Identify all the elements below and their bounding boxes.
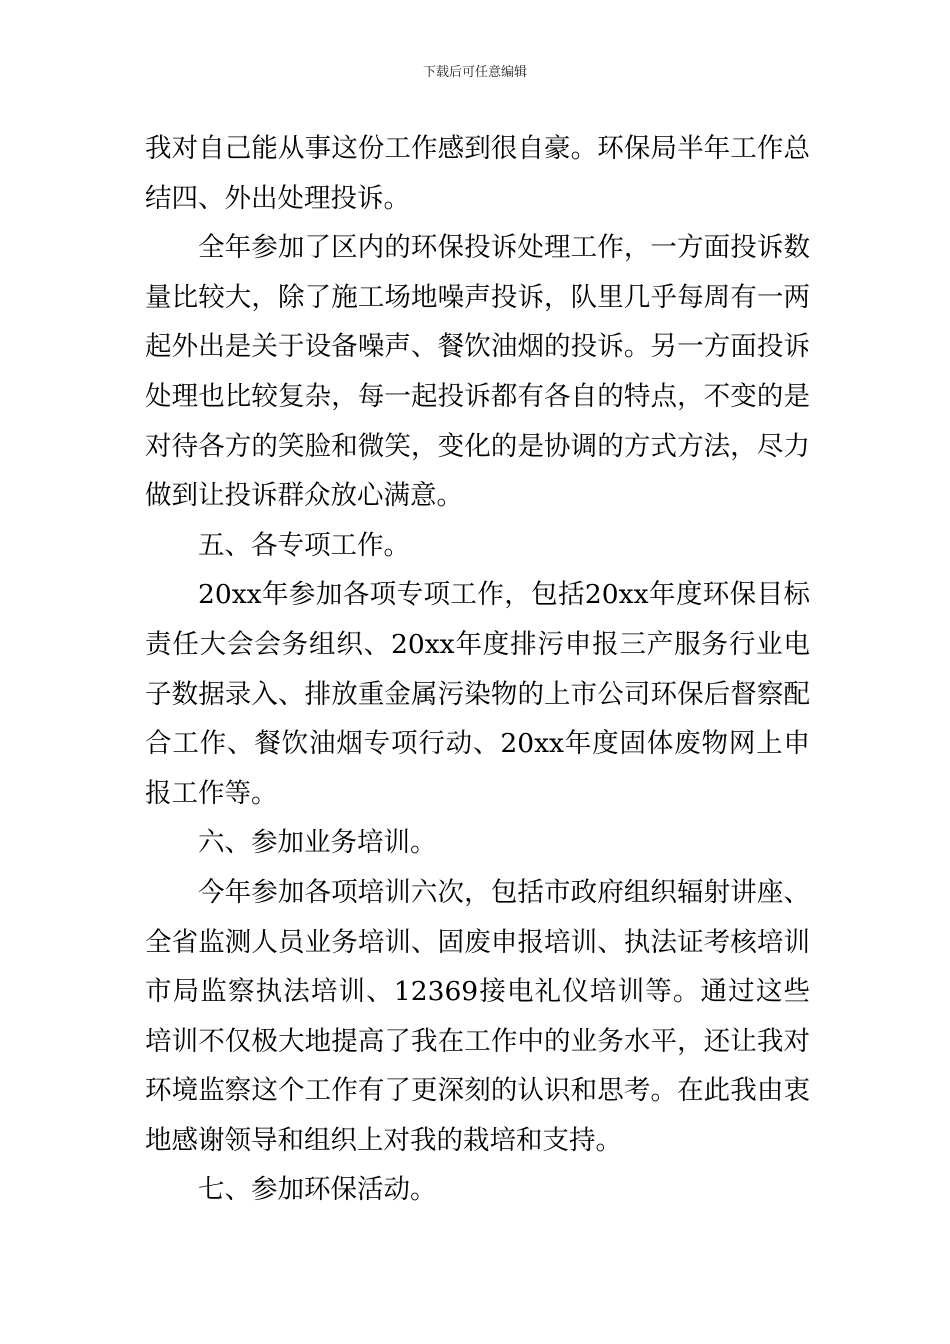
paragraph-1: 我对自己能从事这份工作感到很自豪。环保局半年工作总结四、外出处理投诉。 xyxy=(145,133,810,214)
document-body xyxy=(145,124,810,1215)
section-heading-6: 六、参加业务培训。 xyxy=(198,827,437,859)
paragraph-4: 今年参加各项培训六次，包括市政府组织辐射讲座、全省监测人员业务培训、固废申报培训、执法证考核培训市局监察执法培训、12369接电礼仪培训等。通过这些培训不仅极大地提高了我在工作中的业务水平，还让我对环境监察这个工作有了更深刻的认识和思考。在此我由衷地感谢领导和组织上对我的栽培和支持。 xyxy=(145,876,810,1156)
section-heading-7: 七、参加环保活动。 xyxy=(198,1174,437,1206)
page-header: 下载后可任意编辑 xyxy=(422,65,527,80)
paragraph-2: 全年参加了区内的环保投诉处理工作，一方面投诉数量比较大，除了施工场地噪声投诉，队里几乎每周有一两起外出是关于设备噪声、餐饮油烟的投诉。另一方面投诉处理也比较复杂，每一起投诉都有各自的特点，不变的是对待各方的笑脸和微笑，变化的是协调的方式方法，尽力做到让投诉群众放心满意。 xyxy=(145,232,810,512)
section-heading-5: 五、各专项工作。 xyxy=(198,529,410,561)
paragraph-3: 20xx年参加各项专项工作，包括20xx年度环保目标责任大会会务组织、20xx年度排污申报三产服务行业电子数据录入、排放重金属污染物的上市公司环保后督察配合工作、餐饮油烟专项行动、20xx年度固体废物网上申报工作等。 xyxy=(145,579,810,809)
